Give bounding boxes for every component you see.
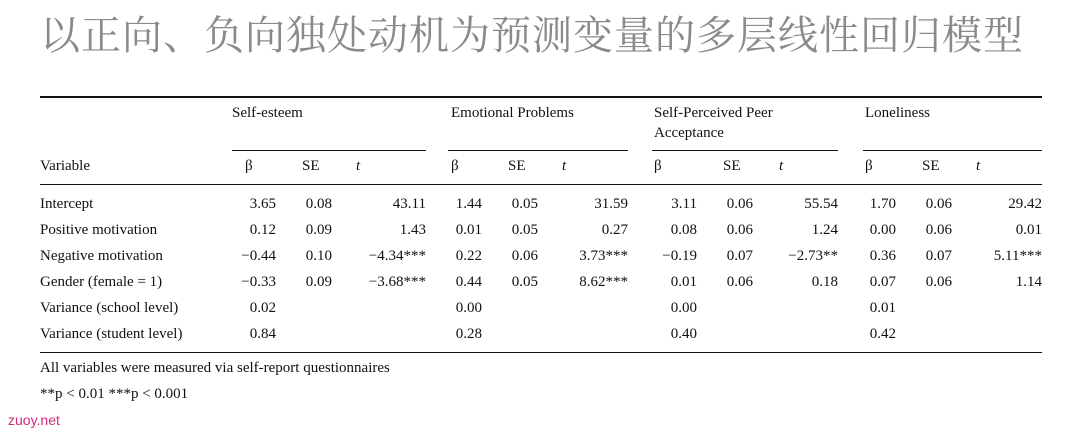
group-header-emotional-problems: Emotional Problems [451, 105, 574, 121]
table-cell: 0.36 [869, 248, 896, 264]
row-label: Variance (student level) [40, 326, 183, 342]
table-cell: 0.22 [455, 248, 482, 264]
subheader-se-loneliness: SE [922, 158, 940, 174]
table-cell: 0.84 [249, 326, 276, 342]
subheader-beta-peer-acceptance: β [654, 158, 662, 174]
subheader-beta-self-esteem: β [245, 158, 253, 174]
group-header-peer-acceptance: Self-Perceived Peer [654, 105, 773, 121]
table-cell: 0.27 [601, 222, 628, 238]
row-label: Intercept [40, 196, 94, 212]
table-cell: 0.00 [670, 300, 697, 316]
subheader-t-peer-acceptance: t [779, 158, 784, 174]
table-cell: 3.65 [249, 196, 276, 212]
table-cell: 0.06 [925, 222, 952, 238]
table-cell: −0.44 [241, 248, 276, 264]
table-cell: 0.10 [305, 248, 332, 264]
table-cell: −0.19 [662, 248, 697, 264]
table-cell: 29.42 [1008, 196, 1042, 212]
table-cell: 5.11*** [993, 248, 1042, 264]
table-cell: −0.33 [241, 274, 276, 290]
table-cell: 1.14 [1015, 274, 1042, 290]
table-cell: 0.06 [726, 274, 753, 290]
table-cell: −4.34*** [368, 248, 426, 264]
group-rule-self-esteem [232, 150, 426, 151]
row-label: Negative motivation [40, 248, 163, 264]
table-cell: 8.62*** [579, 274, 628, 290]
table-cell: 0.42 [869, 326, 896, 342]
group-header-self-esteem: Self-esteem [232, 105, 303, 121]
table-cell: 0.07 [869, 274, 896, 290]
table-cell: 0.01 [869, 300, 896, 316]
table-cell: 0.06 [925, 274, 952, 290]
subheader-t-emotional-problems: t [562, 158, 567, 174]
table-cell: 0.05 [511, 222, 538, 238]
table-cell: 0.08 [670, 222, 697, 238]
table-cell: 0.07 [925, 248, 952, 264]
group-header-peer-acceptance-line2: Acceptance [654, 125, 724, 141]
table-cell: 0.44 [455, 274, 482, 290]
group-rule-peer-acceptance [652, 150, 838, 151]
table-cell: 1.44 [455, 196, 482, 212]
row-label: Variance (school level) [40, 300, 179, 316]
group-rule-emotional-problems [448, 150, 628, 151]
table-cell: 0.00 [455, 300, 482, 316]
table-cell: −2.73** [788, 248, 838, 264]
slide-title: 以正向、负向独处动机为预测变量的多层线性回归模型 [40, 13, 1024, 59]
table-cell: 1.43 [399, 222, 426, 238]
group-header-loneliness: Loneliness [865, 105, 930, 121]
subheader-se-self-esteem: SE [302, 158, 320, 174]
table-cell: 0.40 [670, 326, 697, 342]
row-label: Positive motivation [40, 222, 158, 238]
table-cell: 0.09 [305, 274, 332, 290]
subheader-beta-emotional-problems: β [451, 158, 459, 174]
subheader-t-loneliness: t [976, 158, 981, 174]
table-cell: 0.01 [670, 274, 697, 290]
table-cell: 3.11 [671, 196, 697, 212]
table-cell: 0.06 [925, 196, 952, 212]
table-bottom-rule [40, 352, 1042, 353]
table-cell: 0.05 [511, 274, 538, 290]
table-cell: −3.68*** [368, 274, 426, 290]
table-top-rule [40, 96, 1042, 98]
table-cell: 1.70 [869, 196, 896, 212]
table-cell: 0.00 [869, 222, 896, 238]
footnote-measurement: All variables were measured via self-report questionnaires [40, 360, 390, 376]
table-cell: 0.01 [1015, 222, 1042, 238]
variable-header: Variable [40, 158, 90, 174]
table-cell: 43.11 [392, 196, 426, 212]
table-cell: 0.06 [511, 248, 538, 264]
header-bottom-rule [40, 184, 1042, 185]
row-label: Gender (female = 1) [40, 274, 163, 290]
table-cell: 0.09 [305, 222, 332, 238]
subheader-se-peer-acceptance: SE [723, 158, 741, 174]
table-cell: 0.06 [726, 196, 753, 212]
table-cell: 0.06 [726, 222, 753, 238]
table-cell: 31.59 [594, 196, 628, 212]
table-cell: 0.07 [726, 248, 753, 264]
table-cell: 1.24 [811, 222, 838, 238]
table-cell: 0.05 [511, 196, 538, 212]
table-cell: 0.01 [455, 222, 482, 238]
table-cell: 55.54 [804, 196, 838, 212]
subheader-t-self-esteem: t [356, 158, 361, 174]
watermark: zuoy.net [8, 412, 60, 428]
table-cell: 0.08 [305, 196, 332, 212]
table-cell: 0.02 [249, 300, 276, 316]
table-cell: 0.28 [455, 326, 482, 342]
group-rule-loneliness [863, 150, 1042, 151]
table-cell: 0.12 [249, 222, 276, 238]
footnote-significance: **p < 0.01 ***p < 0.001 [40, 386, 189, 402]
subheader-beta-loneliness: β [865, 158, 873, 174]
table-cell: 0.18 [811, 274, 838, 290]
subheader-se-emotional-problems: SE [508, 158, 526, 174]
table-cell: 3.73*** [579, 248, 628, 264]
